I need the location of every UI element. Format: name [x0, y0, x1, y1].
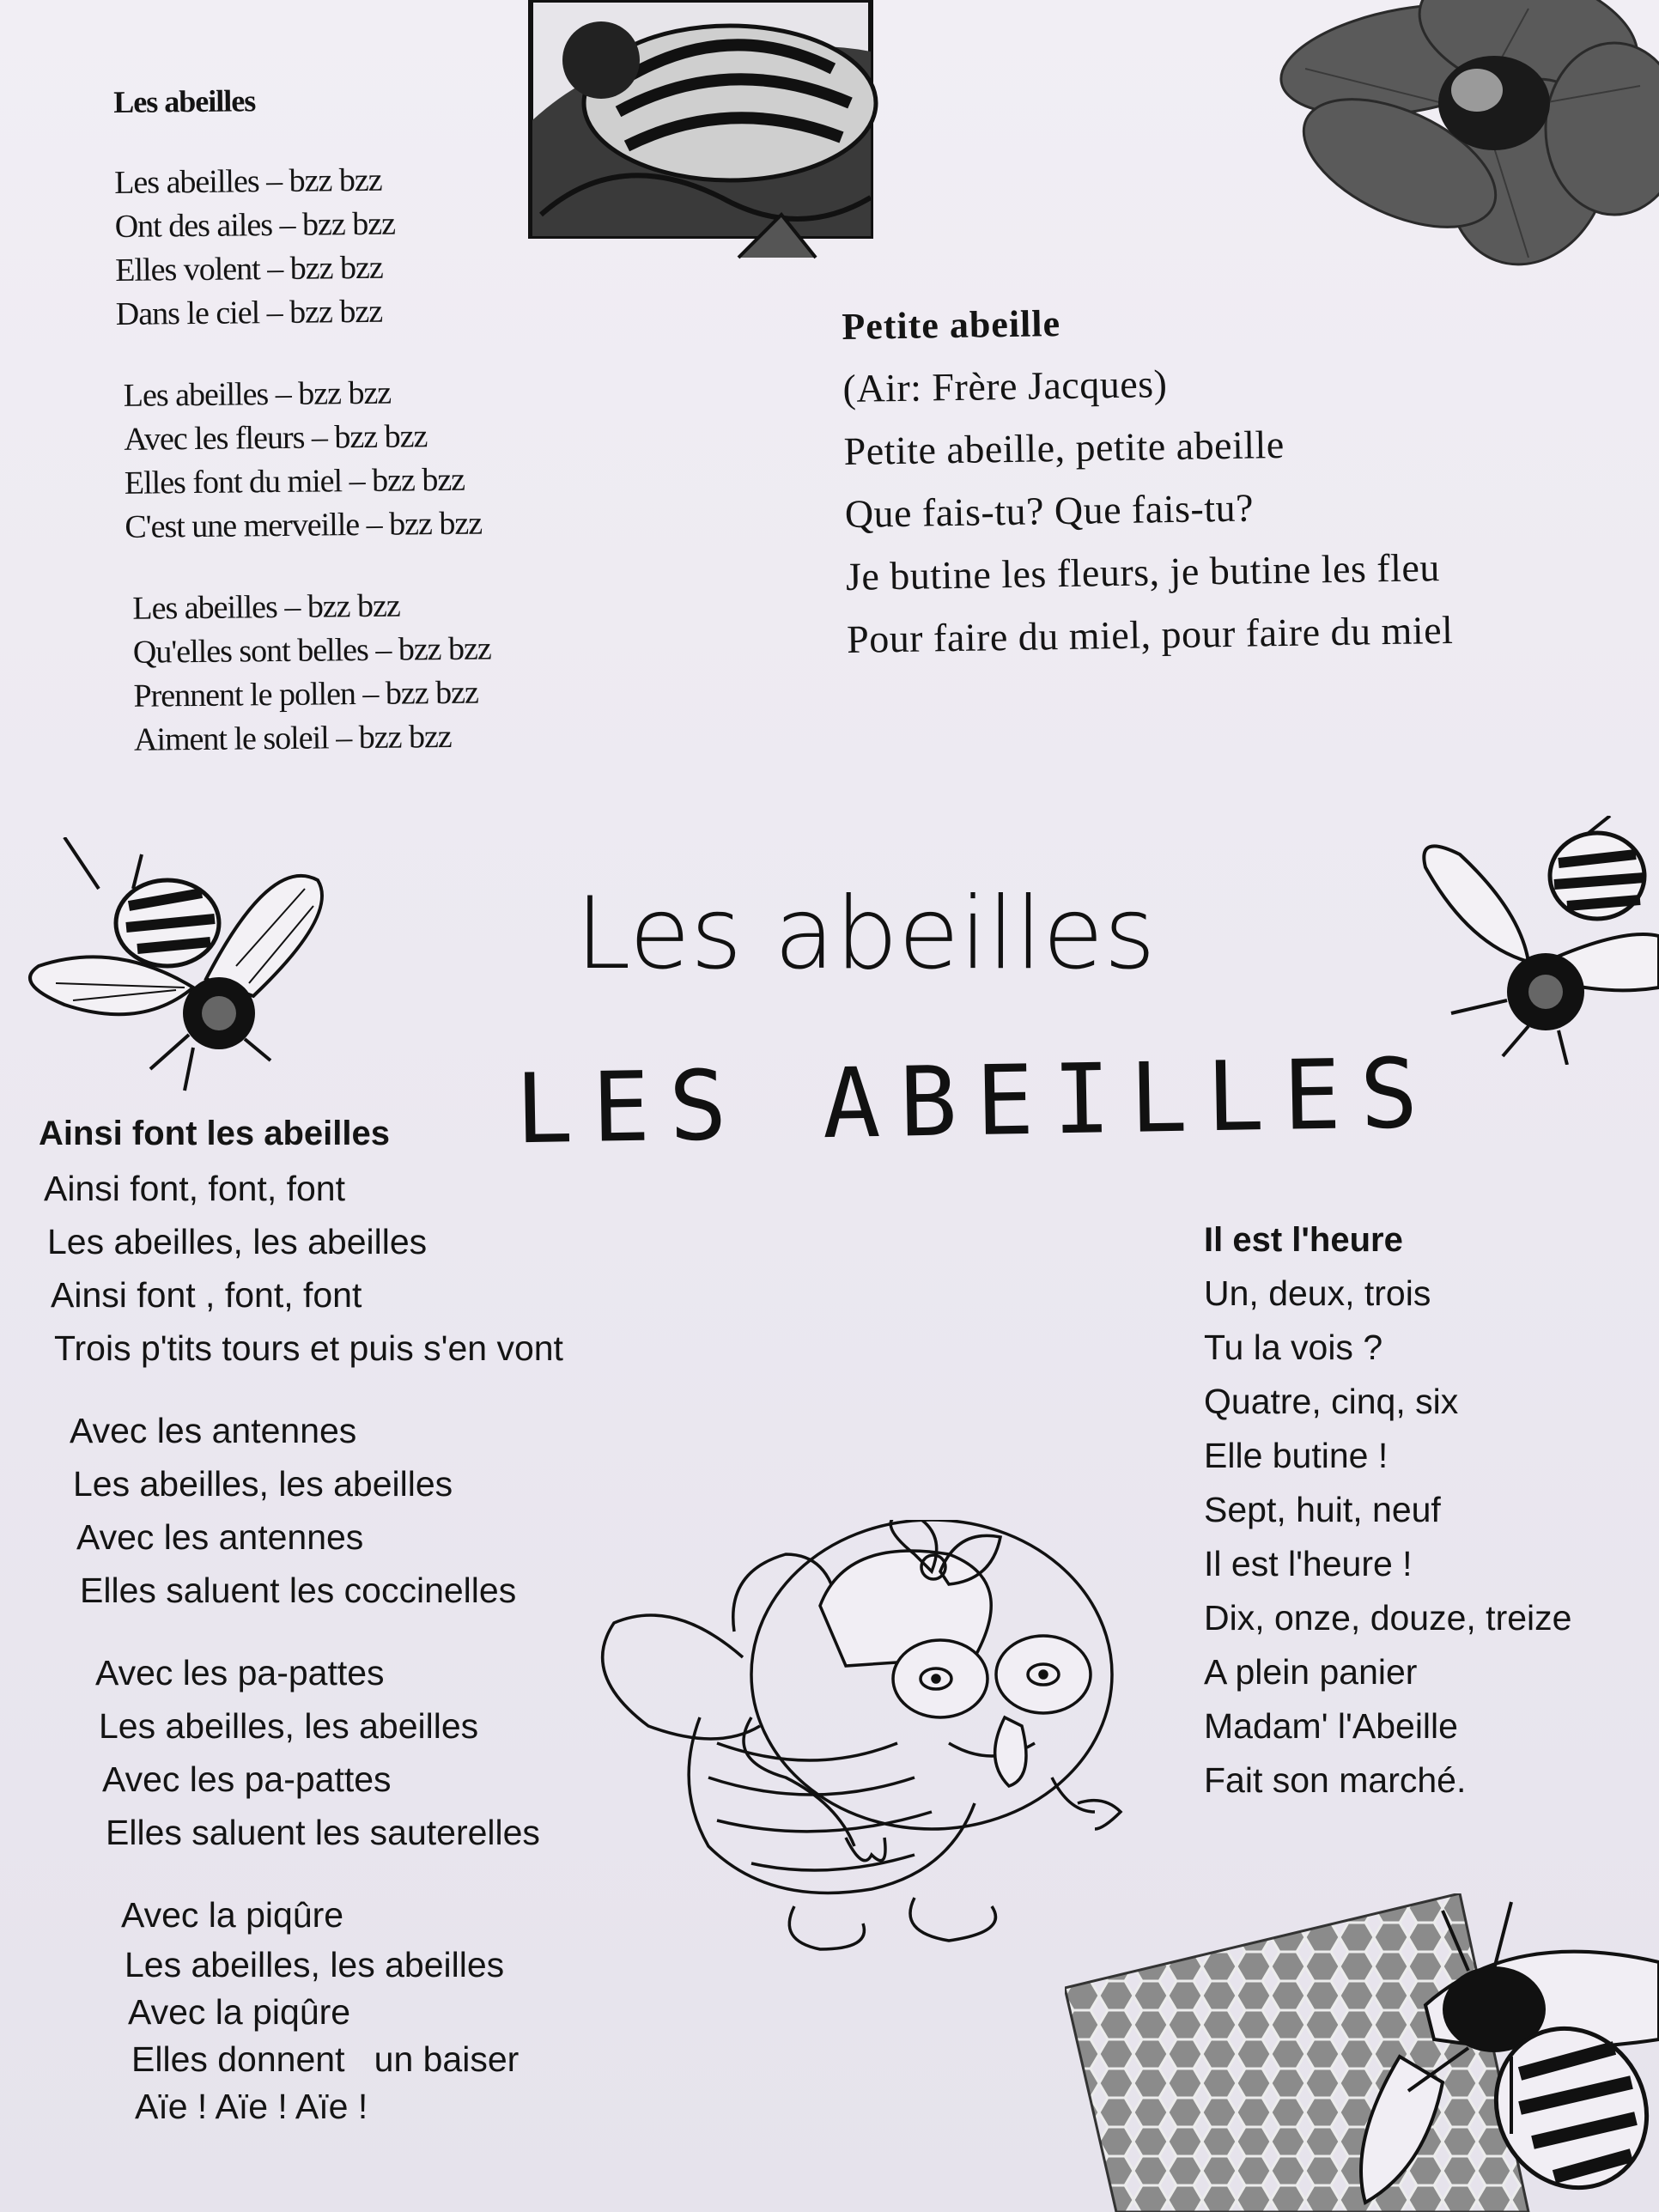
poem-line: Elles volent – bzz bzz — [115, 249, 383, 289]
poem-line: Avec les fleurs – bzz bzz — [124, 418, 428, 458]
bee-woodcut-illustration — [524, 0, 884, 262]
poem-line: Quatre, cinq, six — [1204, 1382, 1459, 1421]
poem-line: Ainsi font, font, font — [44, 1169, 345, 1208]
poem-les-abeilles-title: Les abeilles — [113, 83, 256, 119]
poem-line: Un, deux, trois — [1204, 1273, 1431, 1313]
poem-line: Prennent le pollen – bzz bzz — [133, 674, 479, 714]
poem-stanza — [39, 1162, 563, 1375]
poem-line: Que fais-tu? Que fais-tu? — [844, 485, 1255, 536]
poem-line: Ainsi font , font, font — [51, 1275, 362, 1315]
poem-line: Les abeilles, les abeilles — [125, 1945, 505, 1984]
poem-line: Madam' l'Abeille — [1204, 1706, 1458, 1746]
poem-line: Les abeilles, les abeilles — [73, 1464, 453, 1504]
poem-line: Avec la piqûre — [121, 1895, 344, 1935]
poem-line: Petite abeille, petite abeille — [843, 422, 1285, 473]
flying-bee-right-illustration — [1417, 816, 1659, 1065]
poem-line: Tu la vois ? — [1204, 1328, 1383, 1367]
poem-line: Avec les antennes — [70, 1411, 357, 1450]
poem-line: Avec les pa-pattes — [102, 1759, 392, 1799]
poem-il-est-lheure-title: Il est l'heure — [1204, 1221, 1403, 1259]
poem-petite-abeille — [842, 295, 1454, 671]
poem-line: Elles font du miel – bzz bzz — [124, 461, 465, 501]
poem-line: Dix, onze, douze, treize — [1204, 1598, 1572, 1638]
poem-line: Ont des ailes – bzz bzz — [114, 205, 396, 245]
poem-line: Aiment le soleil – bzz bzz — [133, 718, 452, 758]
poem-line: Les abeilles, les abeilles — [47, 1222, 428, 1261]
poem-line: Elles saluent les sauterelles — [106, 1813, 540, 1852]
poem-petite-abeille-title: Petite abeille — [842, 301, 1061, 348]
poem-stanza — [118, 583, 492, 763]
poem-stanza — [39, 1888, 563, 2130]
poem-line: Il est l'heure ! — [1204, 1544, 1413, 1583]
flying-bee-left-illustration — [13, 837, 331, 1095]
poem-line: Avec la piqûre — [128, 1992, 351, 2032]
flower-bee-photo-illustration — [1271, 0, 1659, 275]
poem-line: Pour faire du miel, pour faire du miel — [846, 607, 1454, 661]
poem-line: C'est une merveille – bzz bzz — [125, 505, 483, 545]
handwritten-title: LES ABEILLES — [514, 1037, 1438, 1166]
poem-line: Aïe ! Aïe ! Aïe ! — [135, 2087, 368, 2126]
cartoon-bee-illustration — [588, 1520, 1129, 1975]
poem-stanza — [39, 1404, 563, 1617]
poem-line: Qu'elles sont belles – bzz bzz — [132, 630, 492, 671]
poem-line: Les abeilles – bzz bzz — [123, 374, 392, 414]
poem-line: Les abeilles, les abeilles — [99, 1706, 479, 1746]
poem-ainsi-font-title: Ainsi font les abeilles — [39, 1115, 391, 1152]
poem-line: Fait son marché. — [1204, 1760, 1467, 1800]
main-title: Les abeilles — [575, 876, 1156, 992]
poem-line: (Air: Frère Jacques) — [842, 362, 1168, 410]
poem-line: Sept, huit, neuf — [1204, 1490, 1441, 1529]
poem-line: Elles donnent un baiser — [131, 2039, 520, 2079]
poem-line: Trois p'tits tours et puis s'en vont — [54, 1328, 563, 1368]
poem-stanza — [117, 370, 490, 550]
poem-line: Elles saluent les coccinelles — [80, 1571, 517, 1610]
honeycomb-bee-illustration — [1065, 1893, 1659, 2212]
poem-il-est-lheure — [1204, 1221, 1571, 1808]
poem-line: Les abeilles – bzz bzz — [132, 587, 400, 627]
poem-line: Les abeilles – bzz bzz — [113, 161, 382, 201]
poem-les-abeilles — [113, 80, 493, 799]
poem-line: Dans le ciel – bzz bzz — [115, 293, 383, 332]
poem-line: Avec les pa-pattes — [95, 1653, 385, 1692]
poem-line: Avec les antennes — [76, 1517, 364, 1557]
poem-line: Je butine les fleurs, je butine les fleu — [845, 545, 1441, 599]
poem-ainsi-font — [39, 1115, 563, 2130]
poem-line: Elle butine ! — [1204, 1436, 1389, 1475]
poem-stanza — [39, 1646, 563, 1859]
poem-line: A plein panier — [1204, 1652, 1418, 1692]
poem-stanza — [114, 157, 488, 337]
